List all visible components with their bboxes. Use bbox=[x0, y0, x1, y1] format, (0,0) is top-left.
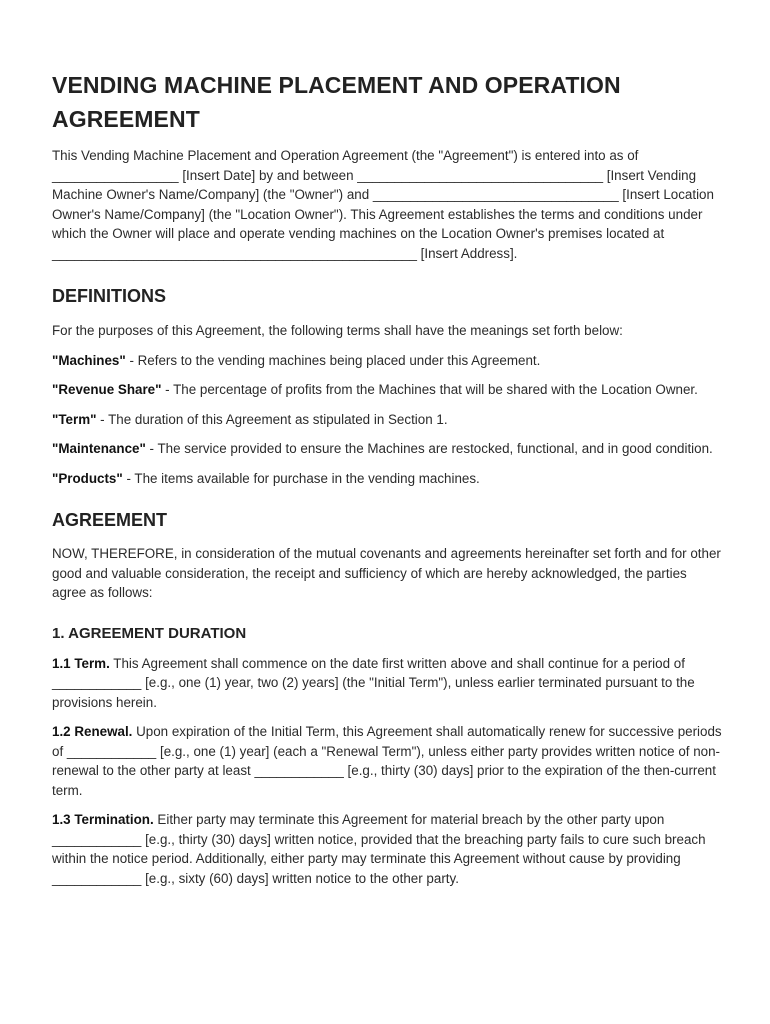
definition-text: - The duration of this Agreement as stipulated in Section 1. bbox=[96, 411, 448, 427]
definitions-heading: DEFINITIONS bbox=[52, 286, 167, 306]
definition-term: "Products" bbox=[52, 470, 123, 486]
document-title: VENDING MACHINE PLACEMENT AND OPERATION AGREEMENT bbox=[52, 72, 621, 132]
clause-label: 1.2 Renewal. bbox=[52, 724, 133, 739]
definition-text: - Refers to the vending machines being placed under this Agreement. bbox=[125, 352, 541, 368]
agreement-paragraph: NOW, THEREFORE, in consideration of the mutual covenants and agreements hereinafter set forth and for other good and valuable consideration, the receipt and sufficiency of which are hereby acknowledged, the parties agree as follows: bbox=[52, 546, 721, 600]
clause-1-2 bbox=[52, 722, 722, 800]
definition-item bbox=[52, 410, 722, 430]
definition-term: "Machines" bbox=[52, 352, 126, 368]
intro-paragraph: This Vending Machine Placement and Operation Agreement (the "Agreement") is entered into as of _________________ [Insert Date] by and between _________________________________ [Insert Vending Machine Owner's Name/Company] (the "Owner") and _________________________________ [Insert Location Owner's Name/Company] (the "Location Owner"). This Agreement establishes the terms and conditions under which the Owner will place and operate vending machines on the Location Owner's premises located at _________________________________________________ [Insert Address]. bbox=[52, 148, 714, 261]
section-1-heading: 1. AGREEMENT DURATION bbox=[52, 624, 247, 642]
definition-term: "Revenue Share" bbox=[52, 382, 162, 397]
definition-item bbox=[52, 439, 722, 459]
clause-label: 1.3 Termination. bbox=[52, 812, 154, 827]
agreement-heading: AGREEMENT bbox=[52, 510, 168, 530]
clause-label: 1.1 Term. bbox=[52, 655, 110, 671]
clause-1-1 bbox=[52, 654, 722, 713]
definition-term: "Maintenance" bbox=[52, 441, 146, 456]
definitions-lead: For the purposes of this Agreement, the following terms shall have the meanings set forth below: bbox=[52, 323, 623, 338]
clause-text: This Agreement shall commence on the date first written above and shall continue for a period of ____________ [e.g., one (1) year, two (2) years] (the "Initial Term"), unless earlier terminated pursuant to the provisions herein. bbox=[52, 655, 695, 710]
clause-text: Upon expiration of the Initial Term, this Agreement shall automatically renew for successive periods of ____________ [e.g., one (1) year] (each a "Renewal Term"), unless either party provides written notice of non-renewal to the other party at least ____________ [e.g., thirty (30) days] prior to the expiration of the then-current term. bbox=[52, 724, 722, 798]
clause-text: Either party may terminate this Agreement for material breach by the other party upon ____________ [e.g., thirty (30) days] written notice, provided that the breaching party fails to cure such breach within the notice period. Additionally, either party may terminate this Agreement without cause by providing ____________ [e.g., sixty (60) days] written notice to the other party. bbox=[52, 812, 706, 886]
clause-1-3 bbox=[52, 810, 722, 888]
definition-term: "Term" bbox=[52, 411, 97, 427]
document-page bbox=[52, 68, 722, 888]
definition-item bbox=[52, 469, 722, 489]
definition-text: - The percentage of profits from the Machines that will be shared with the Location Owner. bbox=[161, 382, 698, 397]
definition-text: - The service provided to ensure the Machines are restocked, functional, and in good condition. bbox=[145, 441, 713, 456]
definition-item bbox=[52, 351, 722, 371]
definition-text: - The items available for purchase in the vending machines. bbox=[122, 470, 480, 486]
definition-item bbox=[52, 380, 722, 400]
